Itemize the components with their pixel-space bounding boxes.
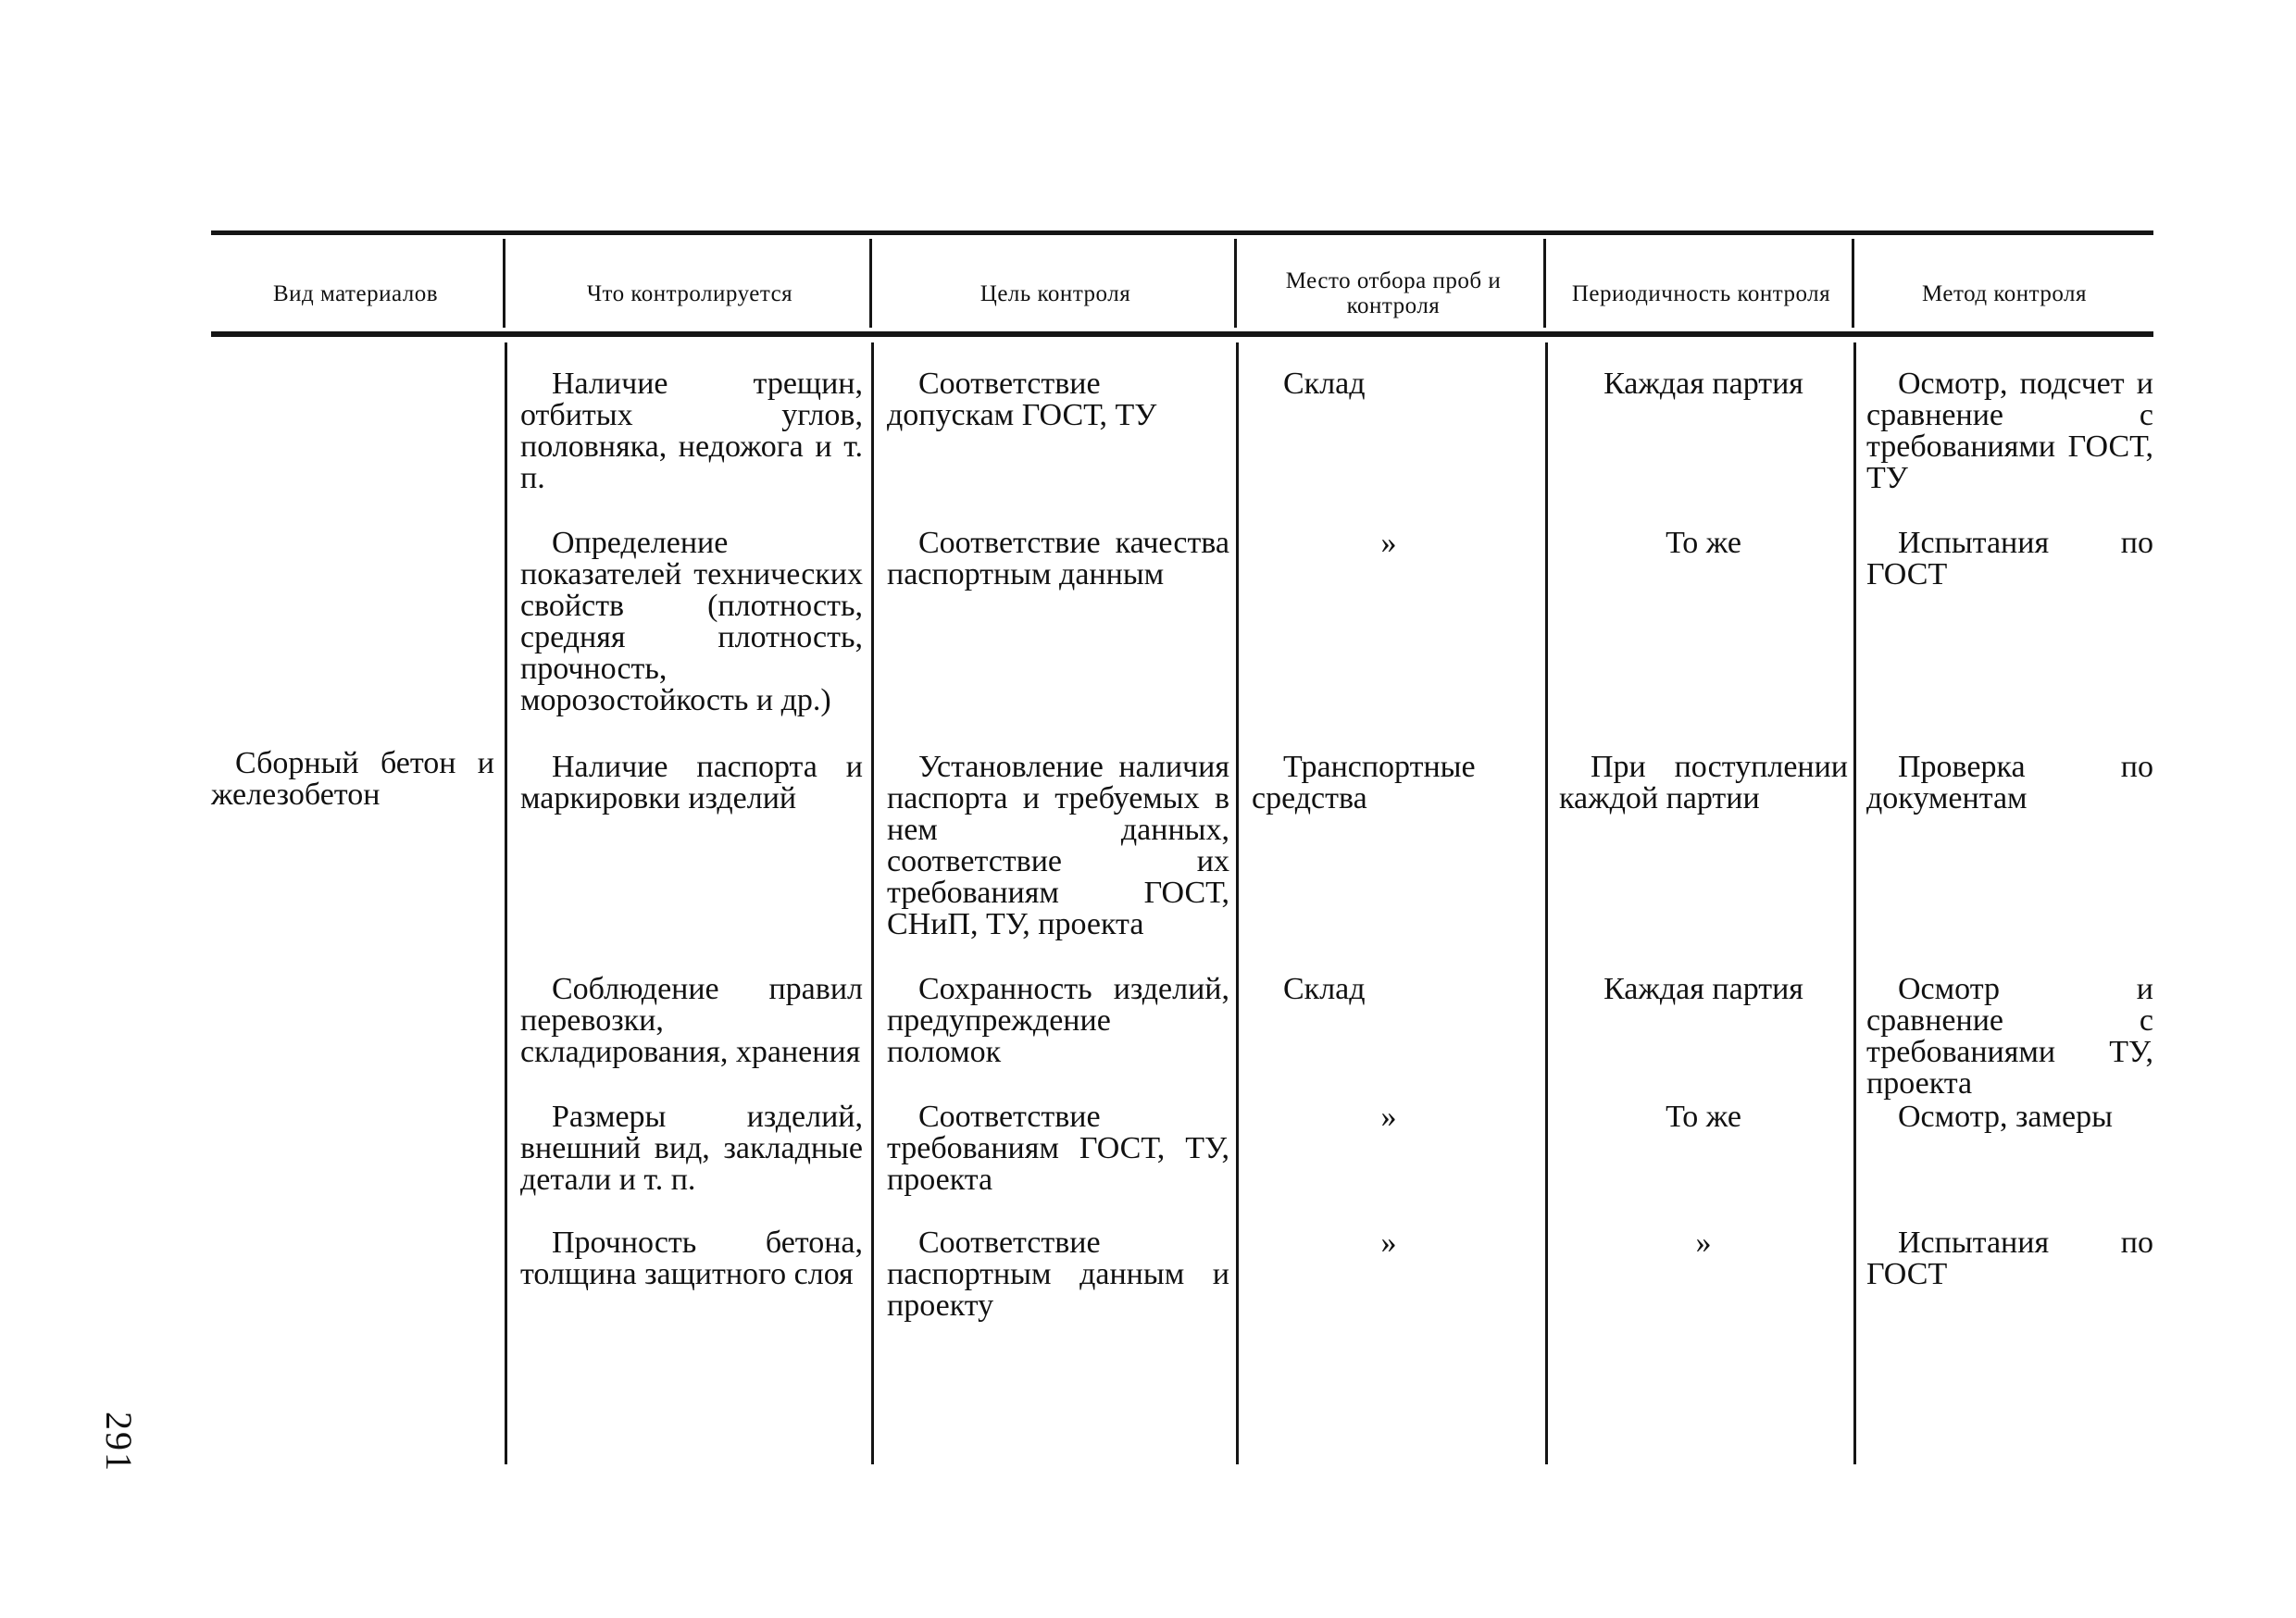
table-cell-what: Соблюдение правил перевозки, складирования, хранения [520,972,863,1069]
material-cell: Сборный бетон и железобетон [211,746,494,812]
table-cell-goal: Соответствие допускам ГОСТ, ТУ [887,367,1157,432]
table-cell-what: Размеры изделий, внешний вид, закладные детали и т. п. [520,1100,863,1197]
table-cell-goal: Установление наличия паспорта и требуемых в нем данных, соответствие их требованиям ГОСТ, СНиП, ТУ, проекта [887,750,1229,941]
table-cell-place: Склад [1283,972,1366,1006]
table-cell-method: Осмотр, подсчет и сравнение с требованиями ГОСТ, ТУ [1866,367,2153,495]
header-divider [503,239,505,328]
column-divider [1236,342,1239,1464]
header-divider [1852,239,1854,328]
table-cell-period: При поступлении каждой партии [1559,750,1848,815]
header-divider [1234,239,1237,328]
table-cell-goal: Сохранность изделий, предупреждение поломок [887,972,1229,1069]
table-cell-what: Наличие трещин, отбитых углов, половняка, недожога и т. п. [520,367,863,495]
table-cell-what: Прочность бетона, толщина защитного слоя [520,1226,863,1291]
table-cell-what: Наличие паспорта и маркировки изделий [520,750,863,815]
column-divider [1545,342,1548,1464]
header-material: Вид материалов [272,280,439,306]
table-cell-what: Определение показателей технических свойств (плотность, средняя плотность, прочность, морозостойкость и др.) [520,526,863,717]
table-cell-goal: Соответствие паспортным данным и проекту [887,1226,1229,1323]
table-cell-method: Испытания по ГОСТ [1866,1226,2153,1291]
table-cell-method: Проверка по документам [1866,750,2153,815]
header-divider [1543,239,1546,328]
table-cell-place: » [1380,1100,1397,1134]
header-divider [869,239,872,328]
header-bottom-rule [211,331,2153,337]
page-number: 291 [98,1412,140,1473]
column-divider [1853,342,1856,1464]
table-cell-method: Осмотр, замеры [1898,1100,2113,1134]
table-top-rule [211,230,2153,235]
header-goal: Цель контроля [980,280,1131,306]
table-cell-place: Склад [1283,367,1366,401]
table-cell-goal: Соответствие требованиям ГОСТ, ТУ, проекта [887,1100,1229,1197]
table-cell-goal: Соответствие качества паспортным данным [887,526,1229,591]
column-divider [871,342,874,1464]
table-cell-period: Каждая партия [1603,367,1803,401]
header-method: Метод контроля [1922,280,2087,306]
table-cell-place: » [1380,526,1397,560]
table-cell-place: » [1380,1226,1397,1260]
header-what: Что контролируется [586,280,793,306]
table-cell-method: Испытания по ГОСТ [1866,526,2153,591]
header-period: Периодичность контроля [1571,280,1831,306]
table-cell-period: То же [1666,526,1741,560]
table-cell-period: » [1695,1226,1712,1260]
header-place: Место отбора проб и контроля [1285,268,1502,318]
table-cell-period: Каждая партия [1603,972,1803,1006]
table-cell-period: То же [1666,1100,1741,1134]
table-cell-method: Осмотр и сравнение с требованиями ТУ, проекта [1866,972,2153,1101]
table-cell-place: Транспортные средства [1252,750,1476,815]
column-divider [505,342,507,1464]
